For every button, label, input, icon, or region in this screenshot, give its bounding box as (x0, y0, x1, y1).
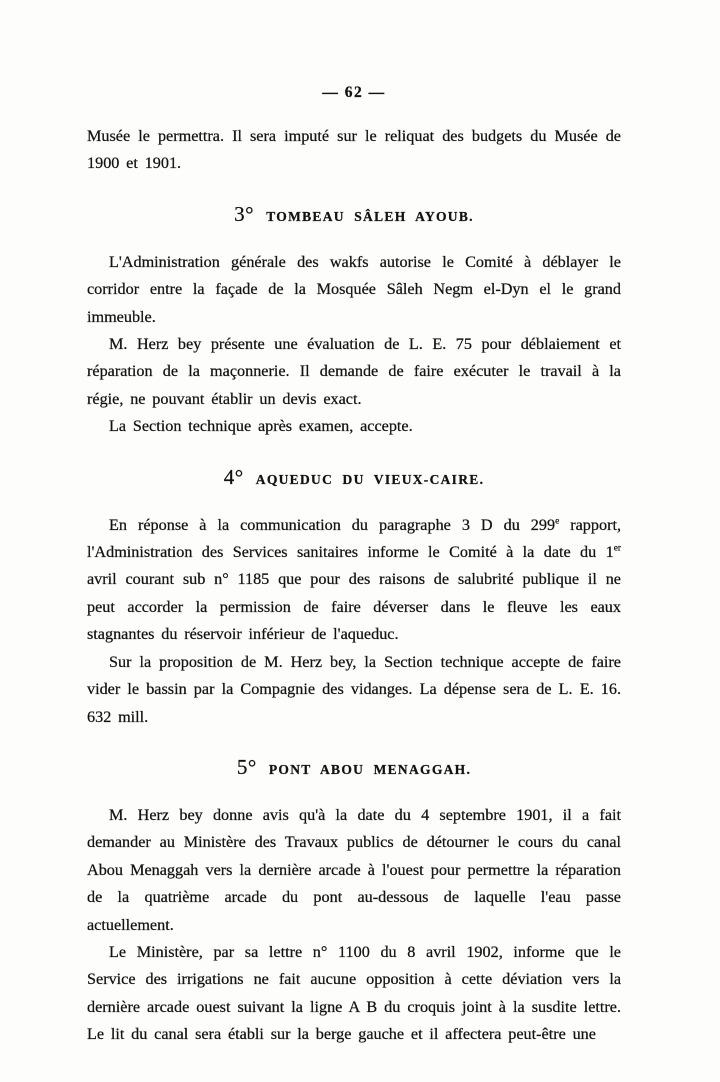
text-run: Le Ministère, par sa lettre n° 1100 du 8 avril 1902, informe que le Service des irrigations ne fait aucune opposition à cette déviation vers la dernière arcade ouest suivant la ligne A B du croquis joint à la susdite lettre. Le lit du canal sera établi sur la berge gauche et il affectera peut-être une (87, 942, 621, 1044)
text-run: M. Herz bey donne avis qu'à la date du 4 septembre 1901, il a fait demander au Ministère des Travaux publics de détourner le cours du canal Abou Menaggah vers la dernière arcade à l'ouest pour permettre la réparation de la quatrième arcade du pont au-dessous de laquelle l'eau passe actuellement. (87, 805, 621, 934)
paragraph (87, 512, 621, 649)
section-number: 5° (236, 754, 257, 779)
paragraph (87, 413, 621, 440)
section-heading (87, 202, 621, 229)
text-run: L'Administration générale des wakfs autorise le Comité à déblayer le corridor entre la façade de la Mosquée Sâleh Negm el-Dyn el le grand immeuble. (87, 252, 621, 326)
text-run: La Section technique après examen, accepte. (109, 417, 413, 436)
page-number: — 62 — (322, 84, 386, 101)
section-title: TOMBEAU SÂLEH AYOUB. (266, 208, 474, 224)
text-run: avril courant sub n° 1185 que pour des raisons de salubrité publique il ne peut accorder la permission de faire déverser dans le fleuve les eaux stagnantes du réservoir inférieur de l'aqueduc. (87, 570, 621, 644)
paragraph (87, 802, 621, 939)
paragraph (87, 649, 621, 731)
paragraph (87, 331, 621, 413)
paragraph (87, 939, 621, 1049)
text-run: M. Herz bey présente une évaluation de L. E. 75 pour déblaiement et réparation de la maçonnerie. Il demande de faire exécuter le travail à la régie, ne pouvant établir un devis exact. (87, 335, 621, 408)
section-number: 4° (223, 464, 244, 489)
paragraph (87, 123, 621, 178)
text-run: En réponse à la communication du paragraphe 3 D du 299 (109, 515, 556, 534)
text-run: Sur la proposition de M. Herz bey, la Section technique accepte de faire vider le bassin par la Compagnie des vidanges. La dépense sera de L. E. 16. 632 mill. (87, 652, 621, 726)
section-title: PONT ABOU MENAGGAH. (268, 761, 472, 777)
text-run: rapport, l'Administration des Services sanitaires informe le Comité à la date du 1 (87, 515, 622, 562)
paragraph (87, 249, 621, 331)
superscript: er (613, 543, 621, 554)
superscript: e (555, 516, 560, 527)
section-title: AQUEDUC DU VIEUX-CAIRE. (255, 471, 485, 487)
section-number: 3° (234, 201, 255, 226)
page-body (87, 123, 621, 1049)
section-heading (87, 465, 621, 492)
section-heading (87, 755, 621, 782)
text-run: Musée le permettra. Il sera imputé sur le reliquat des budgets du Musée de 1900 et 1901. (87, 127, 621, 173)
